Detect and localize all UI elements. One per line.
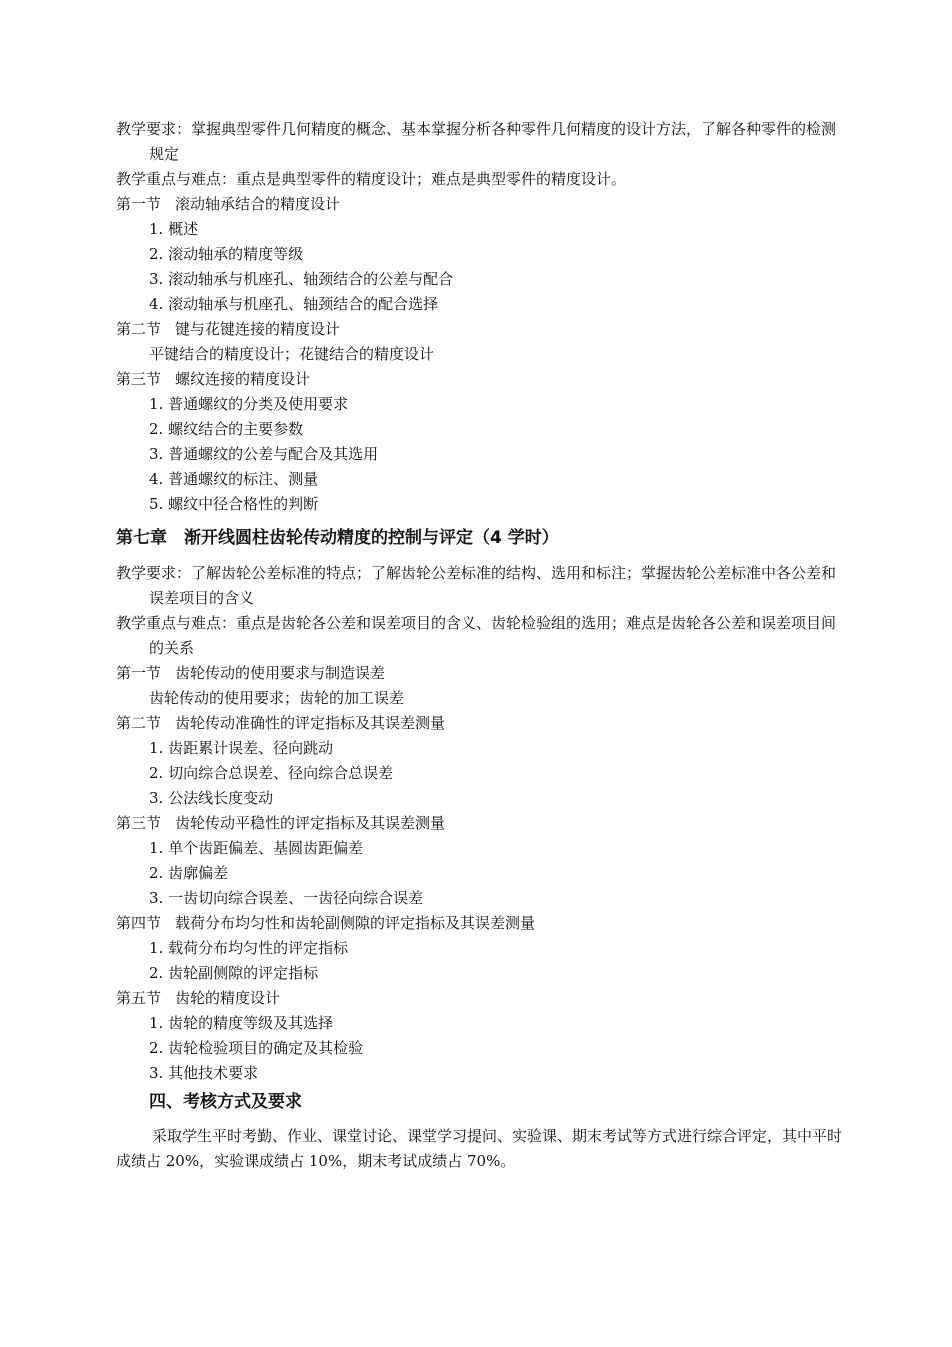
key-points: 教学重点与难点：重点是齿轮各公差和误差项目的含义、齿轮检验组的选用；难点是齿轮各公差和误差项目间的关系 bbox=[116, 614, 837, 657]
list-item: 1. 单个齿距偏差、基圆齿距偏差 bbox=[149, 839, 364, 857]
part-heading: 四、考核方式及要求 bbox=[149, 1092, 302, 1112]
list-item: 1. 齿轮的精度等级及其选择 bbox=[149, 1014, 334, 1032]
teaching-requirements: 教学要求：掌握典型零件几何精度的概念、基本掌握分析各种零件几何精度的设计方法，了解各种零件的检测规定 bbox=[116, 120, 837, 163]
list-item: 2. 切向综合总误差、径向综合总误差 bbox=[149, 764, 394, 782]
list-item: 1. 概述 bbox=[149, 220, 199, 238]
list-item: 2. 齿轮检验项目的确定及其检验 bbox=[149, 1039, 364, 1057]
list-item: 2. 齿廓偏差 bbox=[149, 864, 229, 882]
list-item: 4. 滚动轴承与机座孔、轴颈结合的配合选择 bbox=[149, 295, 439, 313]
section-heading: 第三节 螺纹连接的精度设计 bbox=[116, 370, 311, 388]
list-item: 3. 普通螺纹的公差与配合及其选用 bbox=[149, 445, 379, 463]
list-item: 5. 螺纹中径合格性的判断 bbox=[149, 495, 319, 513]
section-heading: 第一节 滚动轴承结合的精度设计 bbox=[116, 195, 341, 213]
list-item: 4. 普通螺纹的标注、测量 bbox=[149, 470, 319, 488]
section-heading: 第四节 载荷分布均匀性和齿轮副侧隙的评定指标及其误差测量 bbox=[116, 914, 536, 932]
section-text: 齿轮传动的使用要求；齿轮的加工误差 bbox=[149, 689, 405, 707]
section-text: 平键结合的精度设计；花键结合的精度设计 bbox=[149, 345, 435, 363]
section-heading: 第二节 齿轮传动准确性的评定指标及其误差测量 bbox=[116, 714, 446, 732]
document-page bbox=[116, 117, 842, 1174]
list-item: 1. 普通螺纹的分类及使用要求 bbox=[149, 395, 349, 413]
section-heading: 第三节 齿轮传动平稳性的评定指标及其误差测量 bbox=[116, 814, 446, 832]
list-item: 1. 齿距累计误差、径向跳动 bbox=[149, 739, 334, 757]
list-item: 3. 一齿切向综合误差、一齿径向综合误差 bbox=[149, 889, 424, 907]
list-item: 3. 公法线长度变动 bbox=[149, 789, 274, 807]
list-item: 3. 其他技术要求 bbox=[149, 1064, 259, 1082]
list-item: 2. 螺纹结合的主要参数 bbox=[149, 420, 304, 438]
list-item: 2. 滚动轴承的精度等级 bbox=[149, 245, 304, 263]
section-heading: 第一节 齿轮传动的使用要求与制造误差 bbox=[116, 664, 386, 682]
chapter-heading: 第七章 渐开线圆柱齿轮传动精度的控制与评定（4 学时） bbox=[116, 528, 559, 548]
section-heading: 第五节 齿轮的精度设计 bbox=[116, 989, 281, 1007]
list-item: 3. 滚动轴承与机座孔、轴颈结合的公差与配合 bbox=[149, 270, 454, 288]
teaching-requirements: 教学要求：了解齿轮公差标准的特点；了解齿轮公差标准的结构、选用和标注；掌握齿轮公差标准中各公差和误差项目的含义 bbox=[116, 564, 837, 607]
section-heading: 第二节 键与花键连接的精度设计 bbox=[116, 320, 341, 338]
list-item: 2. 齿轮副侧隙的评定指标 bbox=[149, 964, 319, 982]
assessment-paragraph: 采取学生平时考勤、作业、课堂讨论、课堂学习提问、实验课、期末考试等方式进行综合评定，其中平时成绩占 20%，实验课成绩占 10%，期末考试成绩占 70%。 bbox=[116, 1127, 843, 1170]
list-item: 1. 载荷分布均匀性的评定指标 bbox=[149, 939, 349, 957]
key-points: 教学重点与难点：重点是典型零件的精度设计；难点是典型零件的精度设计。 bbox=[116, 170, 627, 188]
